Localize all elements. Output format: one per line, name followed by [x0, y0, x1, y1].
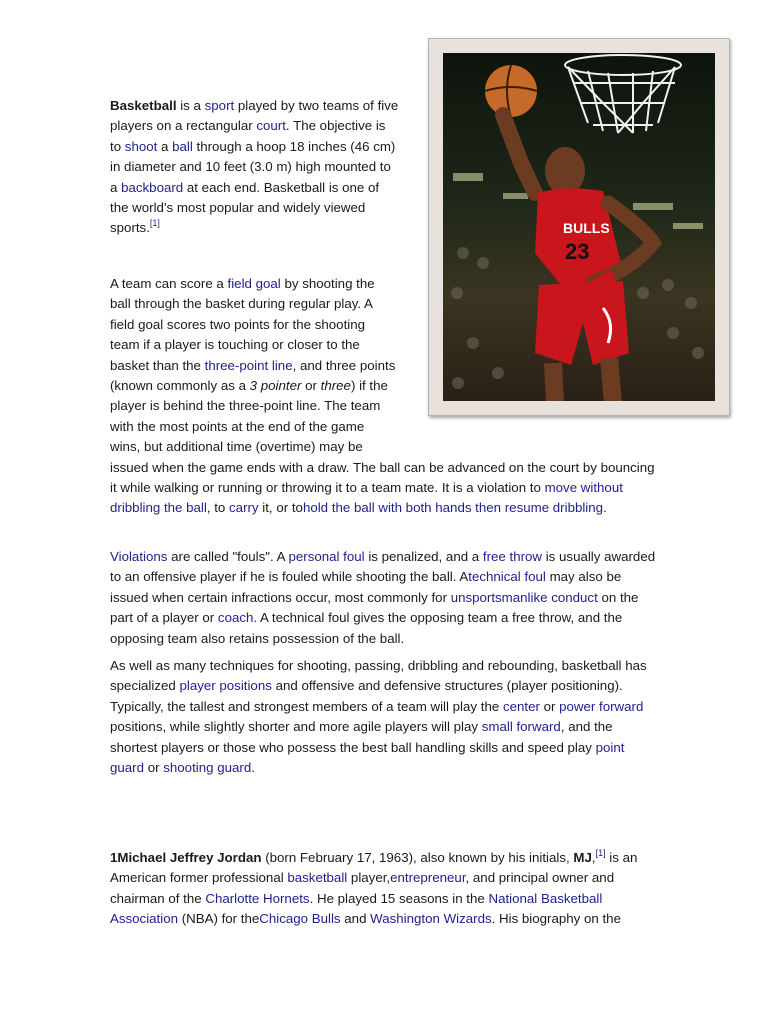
positions-paragraph: As well as many techniques for shooting, passing, dribbling and rebounding, basketball has specialized player positions and offensive and defensive structures (player positioning). Typically, the tallest and strongest members of a team will play the center or power forward positions, while slightly shorter and more agile players will play small forward, and the shortest players or those who possess the best ball handling skills and speed play point guard or shooting guard. — [110, 658, 647, 776]
link-three-point-line[interactable]: three-point line — [204, 357, 293, 373]
link-shooting-guard[interactable]: shooting guard — [163, 760, 252, 776]
link-ball[interactable]: ball — [172, 138, 193, 154]
basketball-intro-paragraph: Basketball is a sport played by two teams of five players on a rectangular court. The objective is to shoot a ball through a hoop 18 inches (46 cm) in diameter and 10 feet (3.0 m) high mounted to a backboard at each end. Basketball is one of the world's most popular and widely viewed sports.[1] — [110, 98, 399, 236]
reference-link[interactable]: [1] — [595, 848, 606, 858]
link-nba[interactable]: National Basketball Association — [110, 890, 603, 927]
link-backboard[interactable]: backboard — [121, 179, 184, 195]
link-court[interactable]: court — [256, 118, 286, 134]
link-free-throw[interactable]: free throw — [482, 549, 543, 564]
link-personal-foul[interactable]: personal foul — [288, 549, 365, 564]
link-move-without-dribbling[interactable]: move without dribbling the ball — [110, 480, 623, 516]
link-washington-wizards[interactable]: Washington Wizards — [370, 911, 492, 927]
link-unsportsmanlike-conduct[interactable]: unsportsmanlike conduct — [450, 589, 598, 605]
link-hold-ball[interactable]: hold the ball with both hands then resume dribbling — [302, 500, 604, 516]
link-coach[interactable]: coach — [217, 610, 254, 626]
link-carry[interactable]: carry — [229, 500, 259, 516]
link-center[interactable]: center — [502, 698, 540, 714]
player-head — [545, 147, 585, 195]
link-basketball[interactable]: basketball — [287, 870, 348, 886]
term-mj: MJ — [573, 850, 592, 865]
scoring-paragraph: A team can score a field goal by shooting the ball through the basket during regular play. A field goal scores two points for the shooting team if a player is touching or closer to the basket than the three-point line, and three points (known commonly as a 3 pointer or three) if the player is behind the three-point line. The team with the most points at the end of the game wins, but additional time (overtime) may be issued when the game ends with a draw. The ball can be advanced on the court by bouncing it while walking or running or throwing it to a team mate. It is a violation to move without dribbling the ball, to carry it, or tohold the ball with both hands then resume dribbling. — [110, 276, 655, 516]
link-player-positions[interactable]: player positions — [179, 678, 272, 694]
link-entrepreneur[interactable]: entrepreneur — [390, 870, 466, 886]
reference-link[interactable]: [1] — [149, 218, 160, 229]
svg-text:BULLS: BULLS — [563, 220, 610, 236]
jordan-bio-paragraph: 1Michael Jeffrey Jordan (born February 17, 1963), also known by his initials, MJ,[1] is an American former professional basketball player,entrepreneur, and principal owner and chairman of the Charlotte Hornets. He played 15 seasons in the National Basketball Association (NBA) for theChicago Bulls and Washington Wizards. His biography on the — [110, 848, 638, 927]
link-power-forward[interactable]: power forward — [559, 698, 644, 714]
link-violations[interactable]: Violations — [110, 549, 168, 564]
link-sport[interactable]: sport — [204, 98, 235, 113]
fouls-paragraph: Violations are called "fouls". A personal foul is penalized, and a free throw is usually awarded to an offensive player if he is fouled while shooting the ball. Atechnical foul may also be issued when certain infractions occur, most commonly for unsportsmanlike conduct on the part of a player or coach. A technical foul gives the opposing team a free throw, and the opposing team also retains possession of the ball. — [110, 549, 656, 646]
link-technical-foul[interactable]: technical foul — [468, 569, 546, 585]
link-point-guard[interactable]: point guard — [110, 739, 625, 776]
net-icon — [565, 55, 681, 133]
link-small-forward[interactable]: small forward — [481, 719, 561, 735]
link-shoot[interactable]: shoot — [124, 138, 158, 154]
term-michael-jordan: 1Michael Jeffrey Jordan — [110, 850, 262, 865]
link-field-goal[interactable]: field goal — [227, 276, 281, 291]
link-chicago-bulls[interactable]: Chicago Bulls — [259, 911, 341, 927]
term-basketball: Basketball — [110, 98, 177, 113]
basketball-icon — [485, 65, 537, 117]
svg-text:23: 23 — [565, 239, 590, 264]
link-charlotte-hornets[interactable]: Charlotte Hornets — [205, 890, 310, 906]
